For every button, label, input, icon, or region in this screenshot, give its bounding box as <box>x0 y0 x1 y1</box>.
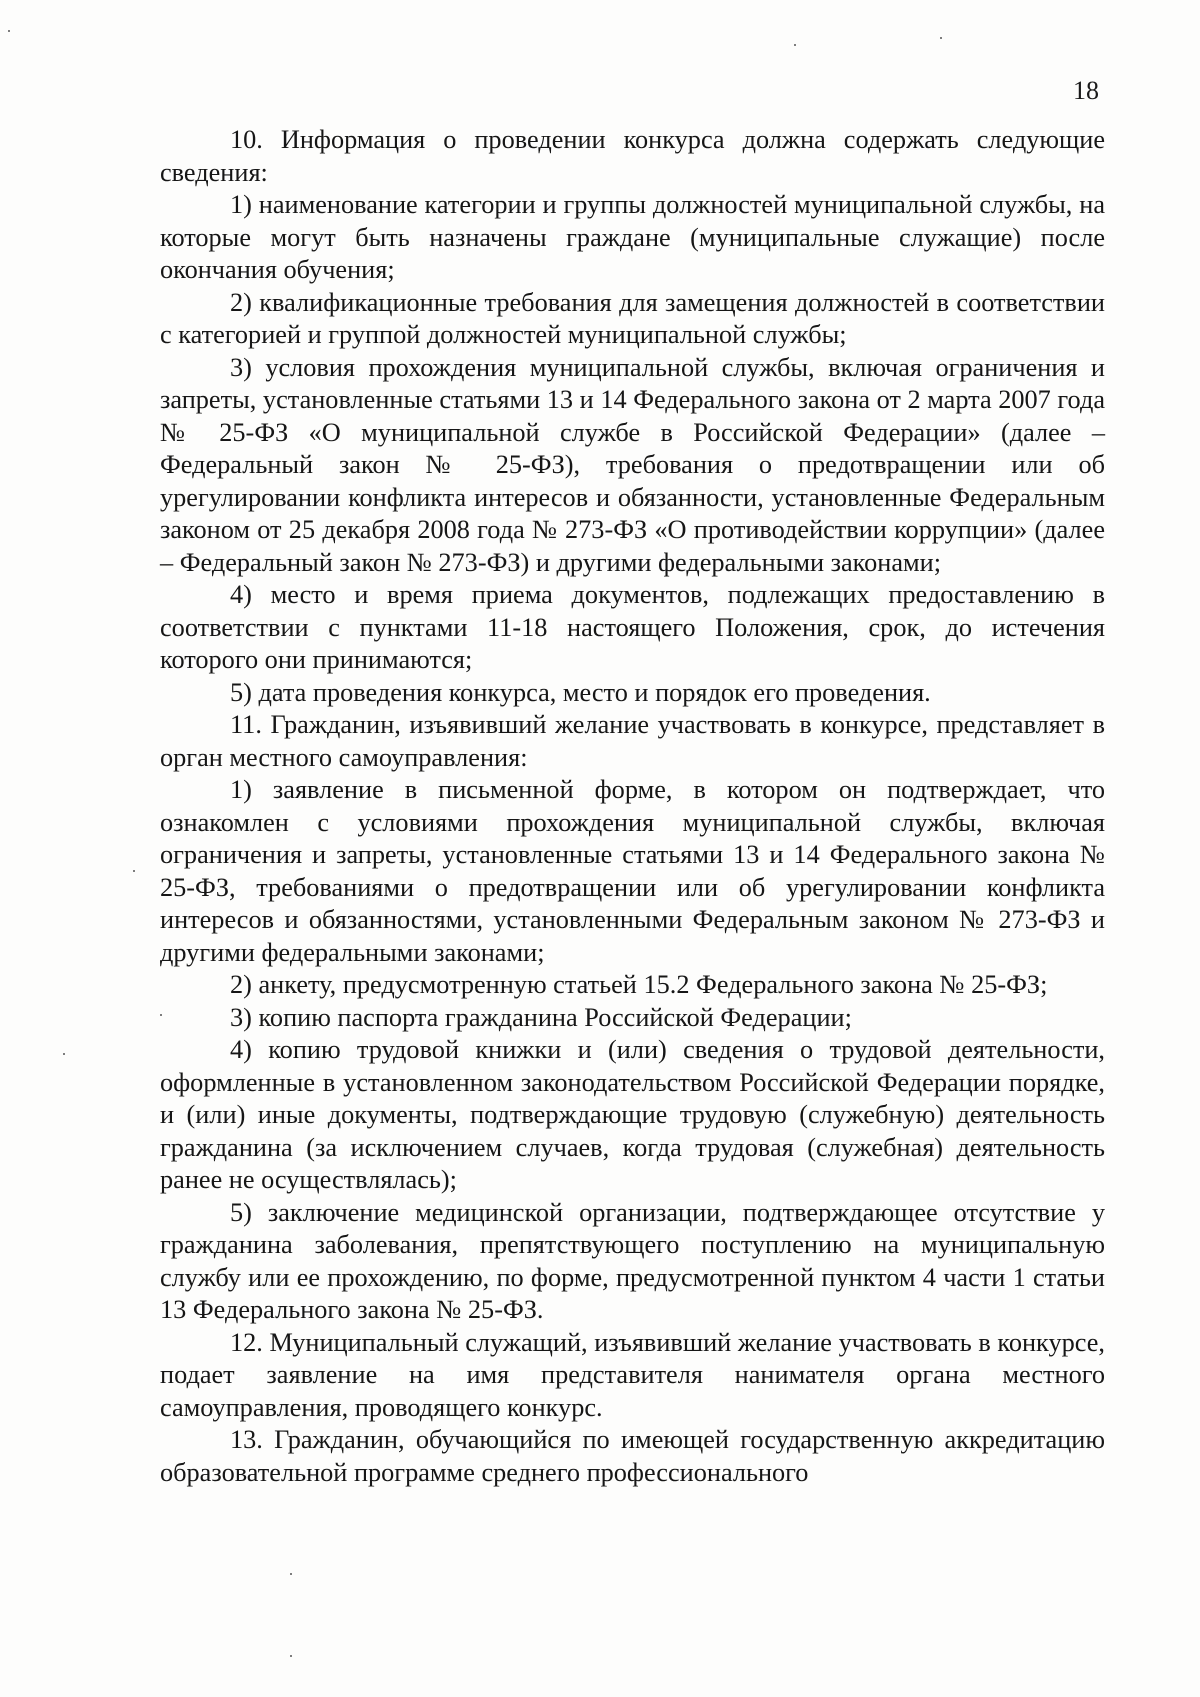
paragraph-10-item-4: 4) место и время приема документов, подлежащих предоставлению в соответствии с пунктами 11-18 настоящего Положения, срок, до истечения которого они принимаются; <box>160 580 1105 674</box>
paragraph-11-item-5: 5) заключение медицинской организации, подтверждающее отсутствие у гражданина заболевания, препятствующего поступлению на муниципальную службу или ее прохождению, по форме, предусмотренной пунктом 4 части 1 статьи 13 Федерального закона № 25-ФЗ. <box>160 1197 1105 1324</box>
scan-speck <box>160 1014 162 1016</box>
paragraph-10-item-1: 1) наименование категории и группы должностей муниципальной службы, на которые могут быть назначены граждане (муниципальные служащие) после окончания обучения; <box>160 190 1105 284</box>
paragraph-10-heading: 10. Информация о проведении конкурса должна содержать следующие сведения: <box>160 125 1105 187</box>
paragraph-10-item-2: 2) квалификационные требования для замещения должностей в соответствии с категорией и группой должностей муниципальной службы; <box>160 287 1105 349</box>
paragraph-11-heading: 11. Гражданин, изъявивший желание участвовать в конкурсе, представляет в орган местного самоуправления: <box>160 710 1105 772</box>
scan-speck <box>63 1053 65 1055</box>
paragraph-11-item-2: 2) анкету, предусмотренную статьей 15.2 Федерального закона № 25-ФЗ; <box>230 970 1048 999</box>
paragraph-11-item-4: 4) копию трудовой книжки и (или) сведения о трудовой деятельности, оформленные в установленном законодательством Российской Федерации порядке, и (или) иные документы, подтверждающие трудовую (служебную) деятельность гражданина (за исключением случаев, когда трудовая (служебная) деятельность ранее не осуществлялась); <box>160 1035 1105 1194</box>
scan-speck <box>290 1655 292 1657</box>
paragraph-11-item-1: 1) заявление в письменной форме, в котором он подтверждает, что ознакомлен с условиями прохождения муниципальной службы, включая ограничения и запреты, установленные статьями 13 и 14 Федерального закона № 25-ФЗ, требованиями о предотвращении или об урегулировании конфликта интересов и обязанностями, установленными Федеральным законом № 273-ФЗ и другими федеральными законами; <box>160 775 1105 967</box>
paragraph-12: 12. Муниципальный служащий, изъявивший желание участвовать в конкурсе, подает заявление на имя представителя нанимателя органа местного самоуправления, проводящего конкурс. <box>160 1327 1105 1422</box>
paragraph-10-item-5: 5) дата проведения конкурса, место и порядок его проведения. <box>230 677 931 707</box>
paragraph-10-item-3: 3) условия прохождения муниципальной службы, включая ограничения и запреты, установленные статьями 13 и 14 Федерального закона от 2 марта 2007 года № 25-ФЗ «О муниципальной службе в Российской Федерации» (далее – Федеральный закон № 25-ФЗ), требования о предотвращении или об урегулировании конфликта интересов и обязанности, установленные Федеральным законом от 25 декабря 2008 года № 273-ФЗ «О противодействии коррупции» (далее – Федеральный закон № 273-ФЗ) и другими федеральными законами; <box>160 352 1105 577</box>
paragraph-13: 13. Гражданин, обучающийся по имеющей государственную аккредитацию образовательной программе среднего профессионального <box>160 1425 1105 1487</box>
scan-speck <box>8 30 10 32</box>
document-body <box>160 124 1105 1489</box>
scan-speck <box>290 1573 292 1575</box>
page-number: 18 <box>1073 76 1099 105</box>
scan-speck <box>133 870 135 872</box>
scan-speck <box>794 44 796 46</box>
scan-speck <box>940 37 942 39</box>
paragraph-11-item-3: 3) копию паспорта гражданина Российской Федерации; <box>230 1002 852 1032</box>
